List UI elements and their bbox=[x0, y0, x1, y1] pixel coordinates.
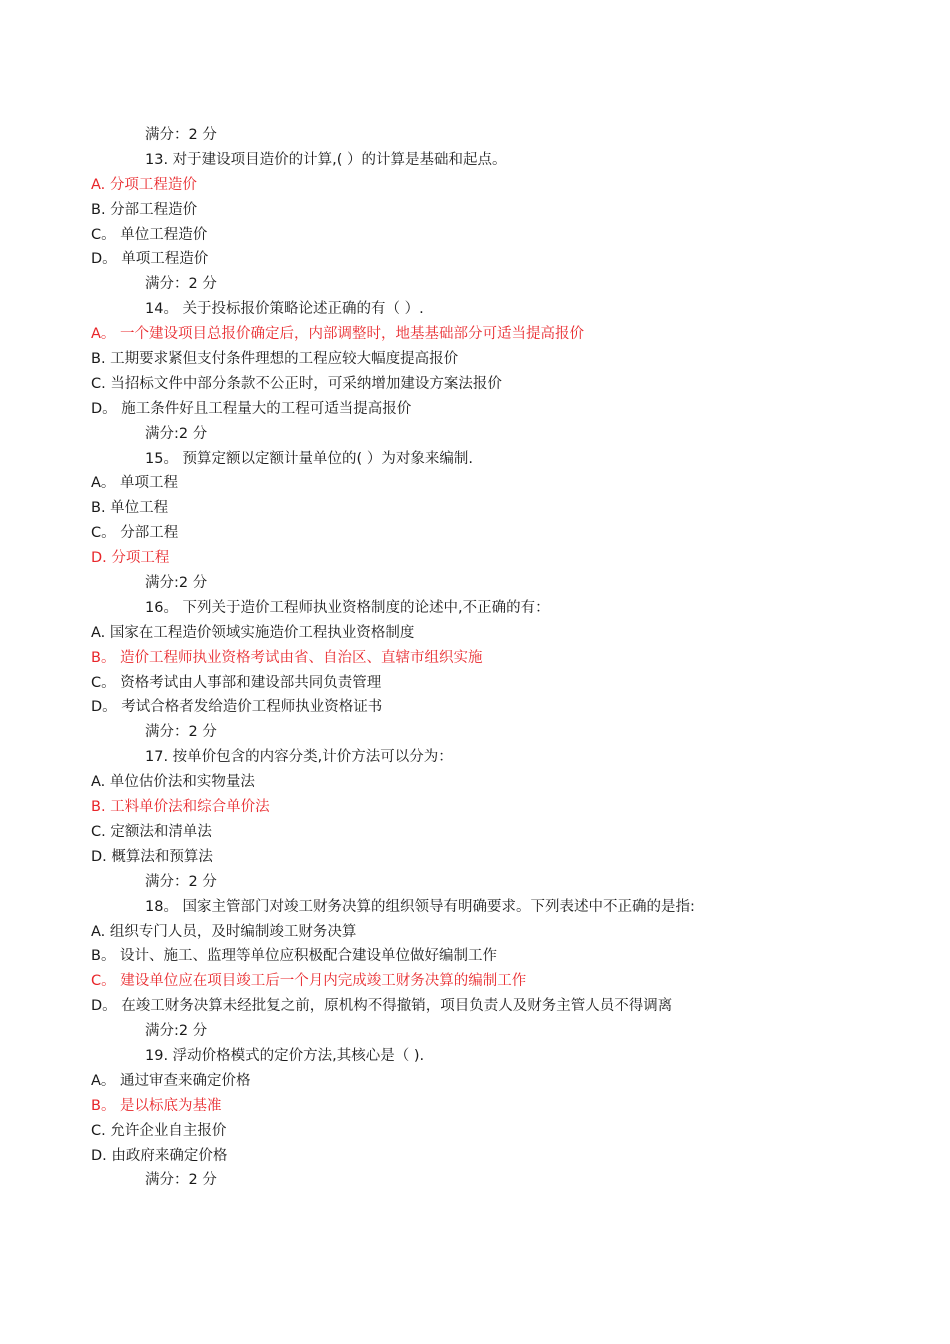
answer-option: D。 施工条件好且工程量大的工程可适当提高报价 bbox=[91, 400, 412, 417]
question-text: 19. 浮动价格模式的定价方法,其核心是（ ). bbox=[145, 1047, 425, 1064]
score-line: 满分:2 分 bbox=[145, 425, 208, 442]
score-line: 满分：2 分 bbox=[145, 873, 217, 890]
question-text: 14。 关于投标报价策略论述正确的有（ ）. bbox=[145, 301, 424, 318]
answer-option: C。 资格考试由人事部和建设部共同负责管理 bbox=[91, 674, 382, 691]
correct-answer-option: D. 分项工程 bbox=[91, 550, 170, 567]
score-line: 满分：2 分 bbox=[145, 127, 217, 143]
question-text: 15。 预算定额以定额计量单位的( ）为对象来编制. bbox=[145, 450, 473, 467]
correct-answer-option: A. 分项工程造价 bbox=[91, 176, 197, 193]
correct-answer-option: B。 是以标底为基准 bbox=[91, 1097, 222, 1114]
question-text: 13. 对于建设项目造价的计算,( ）的计算是基础和起点。 bbox=[145, 151, 507, 168]
answer-option: D。 单项工程造价 bbox=[91, 251, 209, 268]
answer-option: A。 单项工程 bbox=[91, 475, 179, 492]
score-line: 满分：2 分 bbox=[145, 276, 217, 293]
answer-option: A. 单位估价法和实物量法 bbox=[91, 774, 255, 791]
answer-option: C。 单位工程造价 bbox=[91, 226, 208, 243]
document-page bbox=[0, 123, 950, 1193]
answer-option: D。 考试合格者发给造价工程师执业资格证书 bbox=[91, 699, 383, 716]
answer-option: B. 工期要求紧但支付条件理想的工程应较大幅度提高报价 bbox=[91, 351, 459, 368]
answer-option: C. 允许企业自主报价 bbox=[91, 1122, 227, 1139]
correct-answer-option: A。 一个建设项目总报价确定后，内部调整时，地基基础部分可适当提高报价 bbox=[91, 326, 585, 343]
score-line: 满分：2 分 bbox=[145, 1172, 217, 1189]
question-text: 18。 国家主管部门对竣工财务决算的组织领导有明确要求。下列表述中不正确的是指: bbox=[145, 898, 695, 915]
answer-option: D。 在竣工财务决算未经批复之前，原机构不得撤销，项目负责人及财务主管人员不得调离 bbox=[91, 998, 673, 1015]
question-text: 16。 下列关于造价工程师执业资格制度的论述中,不正确的有： bbox=[145, 599, 550, 616]
question-text: 17. 按单价包含的内容分类,计价方法可以分为： bbox=[145, 749, 453, 766]
answer-option: C. 当招标文件中部分条款不公正时，可采纳增加建设方案法报价 bbox=[91, 375, 502, 392]
answer-option: D. 概算法和预算法 bbox=[91, 848, 213, 865]
answer-option: C. 定额法和清单法 bbox=[91, 823, 212, 840]
answer-option: B. 单位工程 bbox=[91, 500, 169, 517]
answer-option: A. 组织专门人员，及时编制竣工财务决算 bbox=[91, 923, 357, 940]
answer-option: B。 设计、施工、监理等单位应积极配合建设单位做好编制工作 bbox=[91, 948, 498, 965]
correct-answer-option: B。 造价工程师执业资格考试由省、自治区、直辖市组织实施 bbox=[91, 649, 483, 666]
score-line: 满分:2 分 bbox=[145, 1023, 208, 1040]
answer-option: D. 由政府来确定价格 bbox=[91, 1147, 228, 1164]
answer-option: B. 分部工程造价 bbox=[91, 201, 198, 218]
score-line: 满分:2 分 bbox=[145, 575, 208, 592]
score-line: 满分：2 分 bbox=[145, 724, 217, 741]
correct-answer-option: C。 建设单位应在项目竣工后一个月内完成竣工财务决算的编制工作 bbox=[91, 973, 527, 990]
answer-option: C。 分部工程 bbox=[91, 525, 179, 542]
correct-answer-option: B. 工料单价法和综合单价法 bbox=[91, 799, 270, 816]
answer-option: A. 国家在工程造价领域实施造价工程执业资格制度 bbox=[91, 624, 415, 641]
answer-option: A。 通过审查来确定价格 bbox=[91, 1072, 251, 1089]
